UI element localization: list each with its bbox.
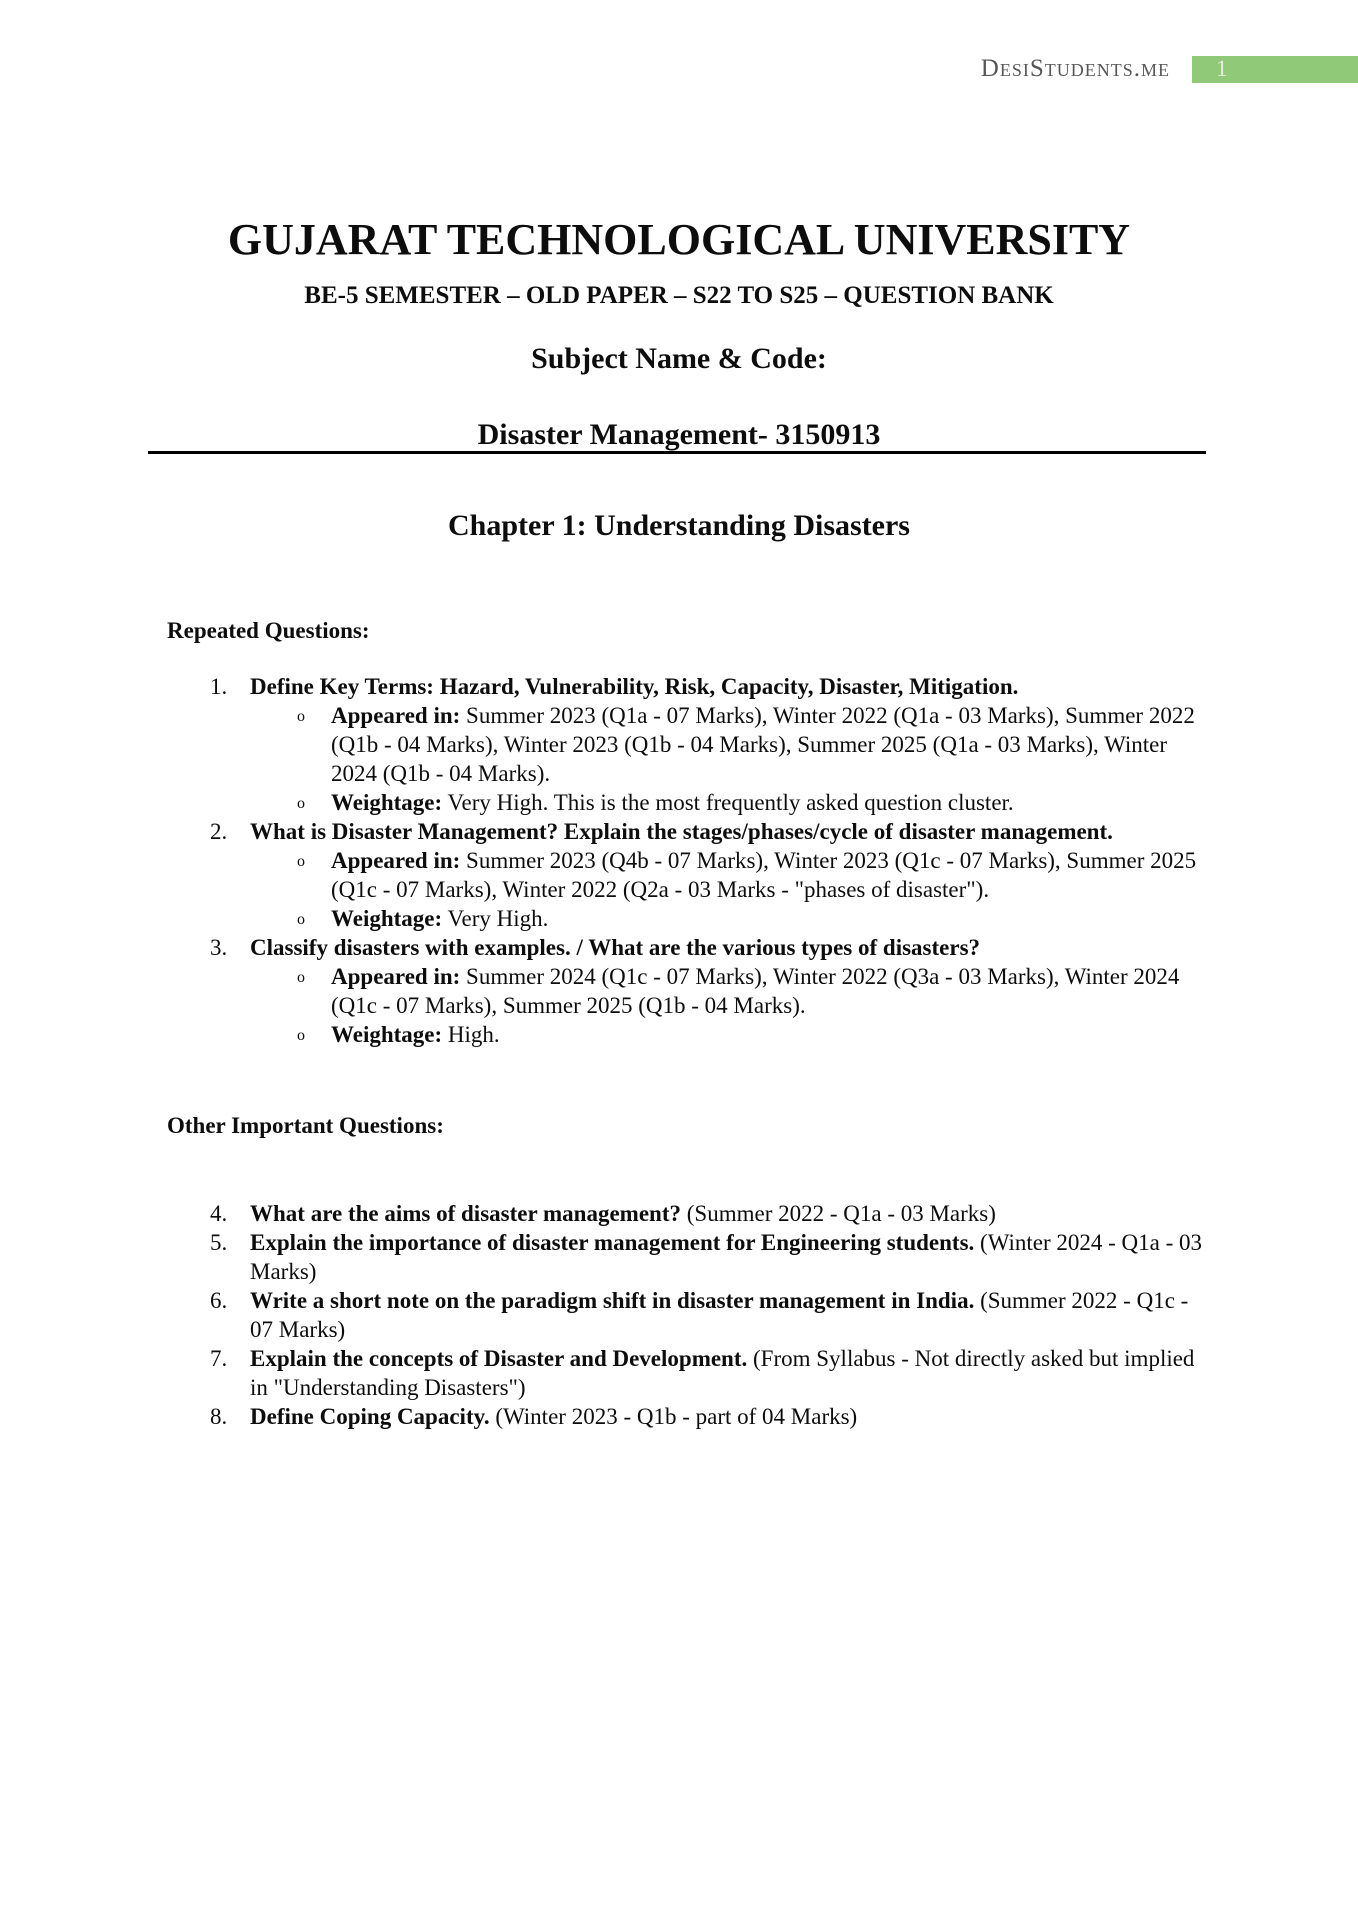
weightage-label: Weightage:	[331, 1022, 443, 1047]
other-questions-section	[167, 1111, 1204, 1431]
weightage-text: Very High. This is the most frequently asked question cluster.	[442, 790, 1014, 815]
question-detail: (Winter 2024 - Q1a - 03 Marks)	[250, 1230, 1203, 1284]
appeared-in-text: Summer 2023 (Q1a - 07 Marks), Winter 2022 (Q1a - 03 Marks), Summer 2022 (Q1b - 04 Marks), Winter 2023 (Q1b - 04 Marks), Summer 2025 (Q1a - 03 Marks), Winter 2024 (Q1b - 04 Marks).	[331, 703, 1195, 786]
question-item	[167, 1344, 1204, 1402]
appeared-in-text: Summer 2024 (Q1c - 07 Marks), Winter 2022 (Q3a - 03 Marks), Winter 2024 (Q1c - 07 Marks), Summer 2025 (Q1b - 04 Marks).	[331, 964, 1180, 1018]
circle-bullet-icon: o	[297, 911, 305, 928]
question-number: 3.	[210, 935, 228, 960]
question-text: Classify disasters with examples. / What are the various types of disasters?	[250, 935, 981, 960]
weightage-text: Very High.	[442, 906, 549, 931]
appeared-in-label: Appeared in:	[331, 964, 461, 989]
question-item	[167, 1286, 1204, 1344]
question-item	[167, 933, 1204, 1049]
question-number: 8.	[210, 1404, 228, 1429]
question-detail: (Summer 2022 - Q1a - 03 Marks)	[681, 1201, 996, 1226]
page-header	[981, 55, 1358, 83]
question-number: 4.	[210, 1201, 228, 1226]
question-number: 6.	[210, 1288, 228, 1313]
question-item	[167, 1199, 1204, 1228]
sub-bullet	[250, 701, 1204, 788]
question-text: What is Disaster Management? Explain the stages/phases/cycle of disaster management.	[250, 819, 1113, 844]
question-number: 1.	[210, 674, 228, 699]
page-number: 1	[1216, 56, 1228, 81]
circle-bullet-icon: o	[297, 1027, 305, 1044]
circle-bullet-icon: o	[297, 853, 305, 870]
question-text: What are the aims of disaster management?	[250, 1201, 681, 1226]
question-item	[167, 672, 1204, 817]
question-text: Write a short note on the paradigm shift in disaster management in India.	[250, 1288, 975, 1313]
sub-bullet	[250, 1020, 1204, 1049]
chapter-heading: Chapter 1: Understanding Disasters	[448, 509, 910, 542]
question-number: 5.	[210, 1230, 228, 1255]
section-heading-other-questions: Other Important Questions:	[167, 1113, 444, 1138]
question-detail: (Summer 2022 - Q1c - 07 Marks)	[250, 1288, 1189, 1342]
question-text: Explain the importance of disaster management for Engineering students.	[250, 1230, 975, 1255]
appeared-in-text: Summer 2023 (Q4b - 07 Marks), Winter 2023 (Q1c - 07 Marks), Summer 2025 (Q1c - 07 Marks), Winter 2022 (Q2a - 03 Marks - "phases of disaster").	[331, 848, 1197, 902]
page-number-badge	[1192, 56, 1358, 83]
sub-bullet	[250, 846, 1204, 904]
appeared-in-label: Appeared in:	[331, 848, 461, 873]
weightage-label: Weightage:	[331, 906, 443, 931]
weightage-text: High.	[442, 1022, 500, 1047]
question-text: Explain the concepts of Disaster and Development.	[250, 1346, 748, 1371]
weightage-label: Weightage:	[331, 790, 443, 815]
question-item	[167, 1402, 1204, 1431]
other-questions-list	[167, 1199, 1204, 1431]
circle-bullet-icon: o	[297, 969, 305, 986]
horizontal-divider	[148, 451, 1206, 454]
question-text: Define Coping Capacity.	[250, 1404, 490, 1429]
question-detail: (From Syllabus - Not directly asked but implied in "Understanding Disasters")	[250, 1346, 1195, 1400]
section-heading-repeated-questions: Repeated Questions:	[167, 618, 370, 643]
sub-bullet	[250, 788, 1204, 817]
question-number: 2.	[210, 819, 228, 844]
question-item	[167, 1228, 1204, 1286]
question-number: 7.	[210, 1346, 228, 1371]
subject-name-code: Disaster Management- 3150913	[477, 418, 881, 451]
question-detail: (Winter 2023 - Q1b - part of 04 Marks)	[489, 1404, 858, 1429]
question-item	[167, 817, 1204, 933]
paper-subtitle: BE-5 SEMESTER – OLD PAPER – S22 TO S25 – QUESTION BANK	[304, 282, 1054, 309]
document-body	[167, 616, 1204, 1431]
circle-bullet-icon: o	[297, 708, 305, 725]
sub-bullet	[250, 962, 1204, 1020]
site-brand: DesiStudents.me	[980, 55, 1170, 82]
sub-bullet	[250, 904, 1204, 933]
university-title: GUJARAT TECHNOLOGICAL UNIVERSITY	[227, 215, 1131, 264]
question-text: Define Key Terms: Hazard, Vulnerability, Risk, Capacity, Disaster, Mitigation.	[250, 674, 1019, 699]
circle-bullet-icon: o	[297, 795, 305, 812]
appeared-in-label: Appeared in:	[331, 703, 461, 728]
subject-label: Subject Name & Code:	[531, 342, 827, 375]
repeated-questions-list	[167, 672, 1204, 1049]
